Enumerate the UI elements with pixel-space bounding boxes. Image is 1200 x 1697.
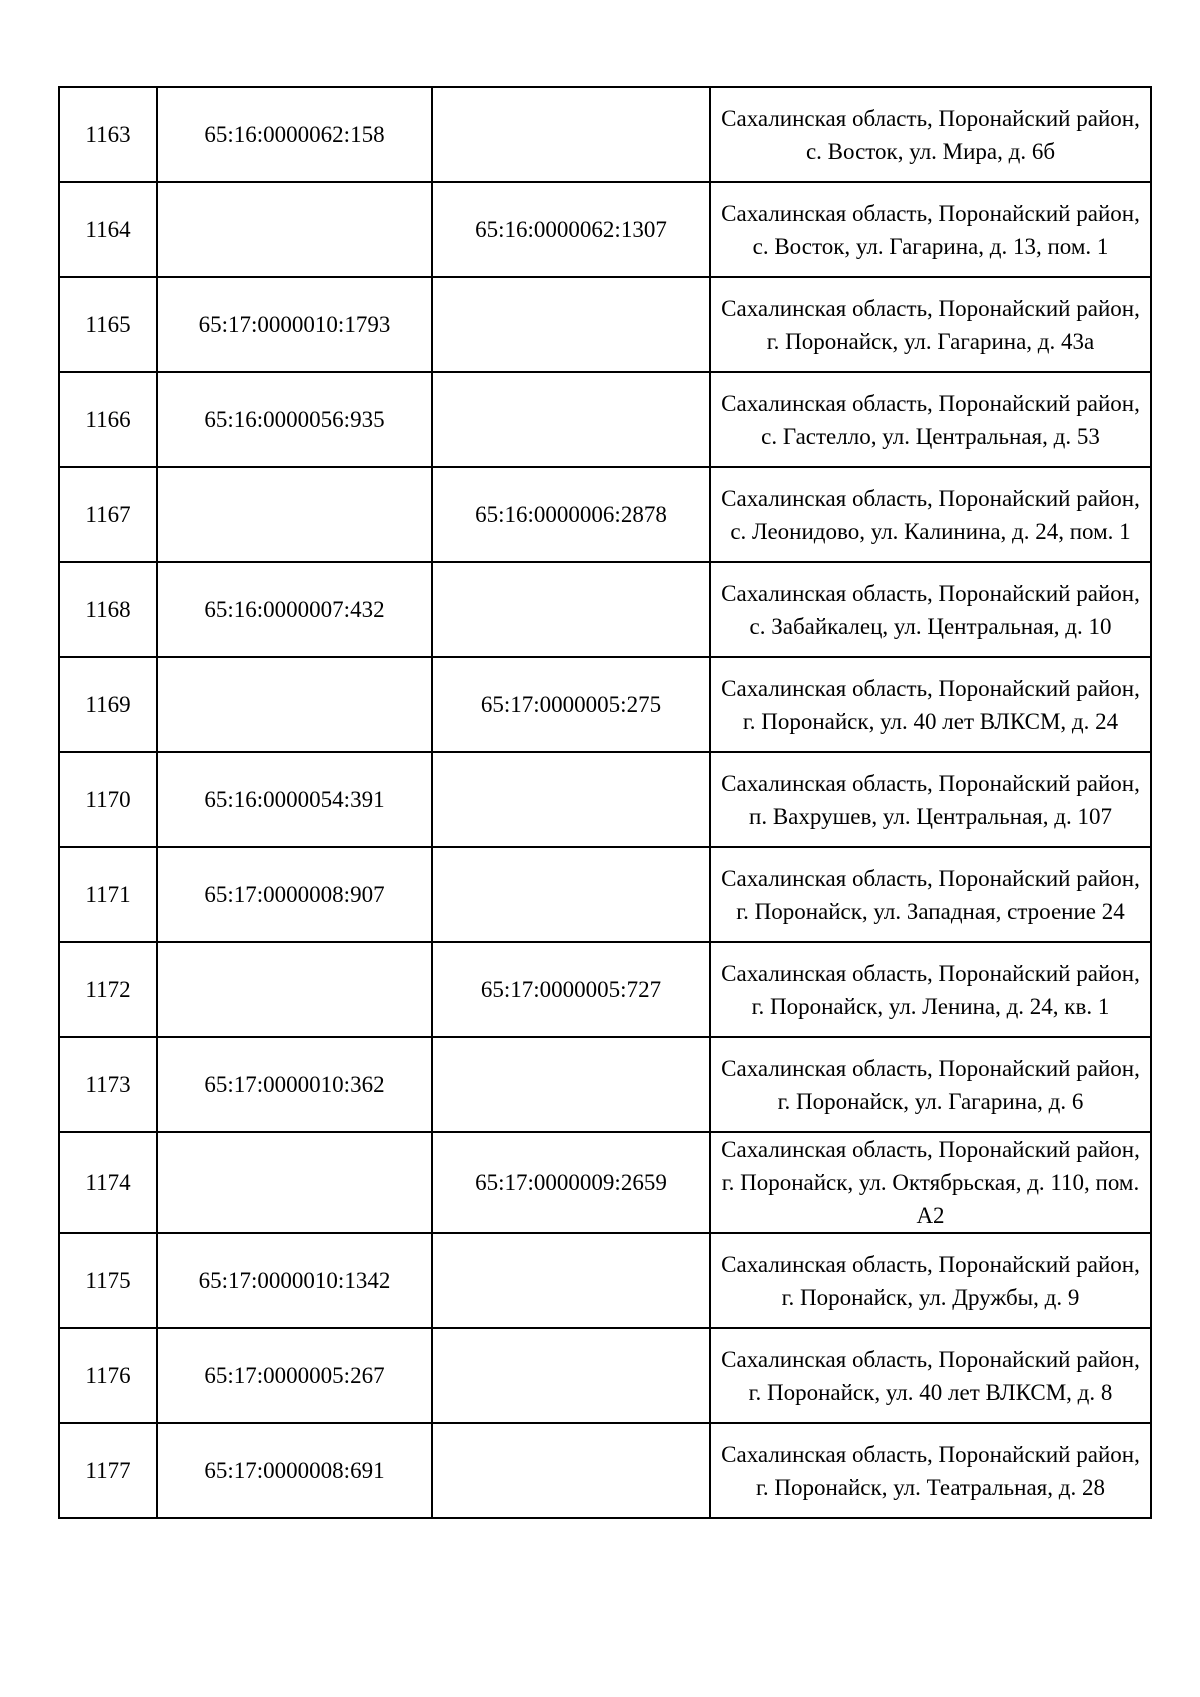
row-number-cell: 1168 [59,562,157,657]
table-row [59,182,1151,277]
address-cell: Сахалинская область, Поронайский район, г. Поронайск, ул. Дружбы, д. 9 [710,1233,1151,1328]
building-cadastral-cell [432,372,710,467]
land-cadastral-cell: 65:16:0000056:935 [157,372,432,467]
table-row [59,847,1151,942]
property-registry-table [58,86,1152,1519]
land-cadastral-cell [157,942,432,1037]
table-row [59,1423,1151,1518]
land-cadastral-cell: 65:16:0000007:432 [157,562,432,657]
building-cadastral-cell: 65:16:0000062:1307 [432,182,710,277]
row-number-cell: 1174 [59,1132,157,1233]
table-row [59,372,1151,467]
address-cell: Сахалинская область, Поронайский район, с. Забайкалец, ул. Центральная, д. 10 [710,562,1151,657]
land-cadastral-cell: 65:17:0000008:907 [157,847,432,942]
table-row [59,1233,1151,1328]
table-row [59,657,1151,752]
building-cadastral-cell: 65:17:0000005:727 [432,942,710,1037]
table-row [59,562,1151,657]
land-cadastral-cell [157,657,432,752]
table-row [59,467,1151,562]
land-cadastral-cell: 65:16:0000054:391 [157,752,432,847]
address-cell: Сахалинская область, Поронайский район, г. Поронайск, ул. Театральная, д. 28 [710,1423,1151,1518]
land-cadastral-cell [157,467,432,562]
land-cadastral-cell: 65:16:0000062:158 [157,87,432,182]
land-cadastral-cell: 65:17:0000005:267 [157,1328,432,1423]
table-row [59,1037,1151,1132]
table-row [59,277,1151,372]
address-cell: Сахалинская область, Поронайский район, с. Гастелло, ул. Центральная, д. 53 [710,372,1151,467]
row-number-cell: 1172 [59,942,157,1037]
building-cadastral-cell: 65:16:0000006:2878 [432,467,710,562]
table-row [59,1328,1151,1423]
row-number-cell: 1170 [59,752,157,847]
land-cadastral-cell: 65:17:0000008:691 [157,1423,432,1518]
building-cadastral-cell [432,1328,710,1423]
row-number-cell: 1177 [59,1423,157,1518]
building-cadastral-cell [432,1423,710,1518]
land-cadastral-cell [157,1132,432,1233]
address-cell: Сахалинская область, Поронайский район, г. Поронайск, ул. Западная, строение 24 [710,847,1151,942]
building-cadastral-cell: 65:17:0000005:275 [432,657,710,752]
table-row [59,752,1151,847]
building-cadastral-cell: 65:17:0000009:2659 [432,1132,710,1233]
row-number-cell: 1173 [59,1037,157,1132]
address-cell: Сахалинская область, Поронайский район, г. Поронайск, ул. Гагарина, д. 6 [710,1037,1151,1132]
table-row [59,942,1151,1037]
address-cell: Сахалинская область, Поронайский район, п. Вахрушев, ул. Центральная, д. 107 [710,752,1151,847]
row-number-cell: 1171 [59,847,157,942]
row-number-cell: 1164 [59,182,157,277]
table-row [59,1132,1151,1233]
building-cadastral-cell [432,1233,710,1328]
building-cadastral-cell [432,87,710,182]
building-cadastral-cell [432,847,710,942]
address-cell: Сахалинская область, Поронайский район, г. Поронайск, ул. Ленина, д. 24, кв. 1 [710,942,1151,1037]
row-number-cell: 1169 [59,657,157,752]
row-number-cell: 1166 [59,372,157,467]
land-cadastral-cell: 65:17:0000010:1342 [157,1233,432,1328]
row-number-cell: 1176 [59,1328,157,1423]
address-cell: Сахалинская область, Поронайский район, с. Восток, ул. Гагарина, д. 13, пом. 1 [710,182,1151,277]
address-cell: Сахалинская область, Поронайский район, г. Поронайск, ул. Гагарина, д. 43а [710,277,1151,372]
table-row [59,87,1151,182]
table-body [59,87,1151,1518]
address-cell: Сахалинская область, Поронайский район, г. Поронайск, ул. Октябрьская, д. 110, пом. А2 [710,1132,1151,1233]
building-cadastral-cell [432,1037,710,1132]
land-cadastral-cell: 65:17:0000010:362 [157,1037,432,1132]
address-cell: Сахалинская область, Поронайский район, с. Леонидово, ул. Калинина, д. 24, пом. 1 [710,467,1151,562]
row-number-cell: 1175 [59,1233,157,1328]
land-cadastral-cell: 65:17:0000010:1793 [157,277,432,372]
address-cell: Сахалинская область, Поронайский район, с. Восток, ул. Мира, д. 6б [710,87,1151,182]
building-cadastral-cell [432,277,710,372]
address-cell: Сахалинская область, Поронайский район, г. Поронайск, ул. 40 лет ВЛКСМ, д. 8 [710,1328,1151,1423]
address-cell: Сахалинская область, Поронайский район, г. Поронайск, ул. 40 лет ВЛКСМ, д. 24 [710,657,1151,752]
row-number-cell: 1167 [59,467,157,562]
land-cadastral-cell [157,182,432,277]
row-number-cell: 1163 [59,87,157,182]
building-cadastral-cell [432,562,710,657]
building-cadastral-cell [432,752,710,847]
row-number-cell: 1165 [59,277,157,372]
